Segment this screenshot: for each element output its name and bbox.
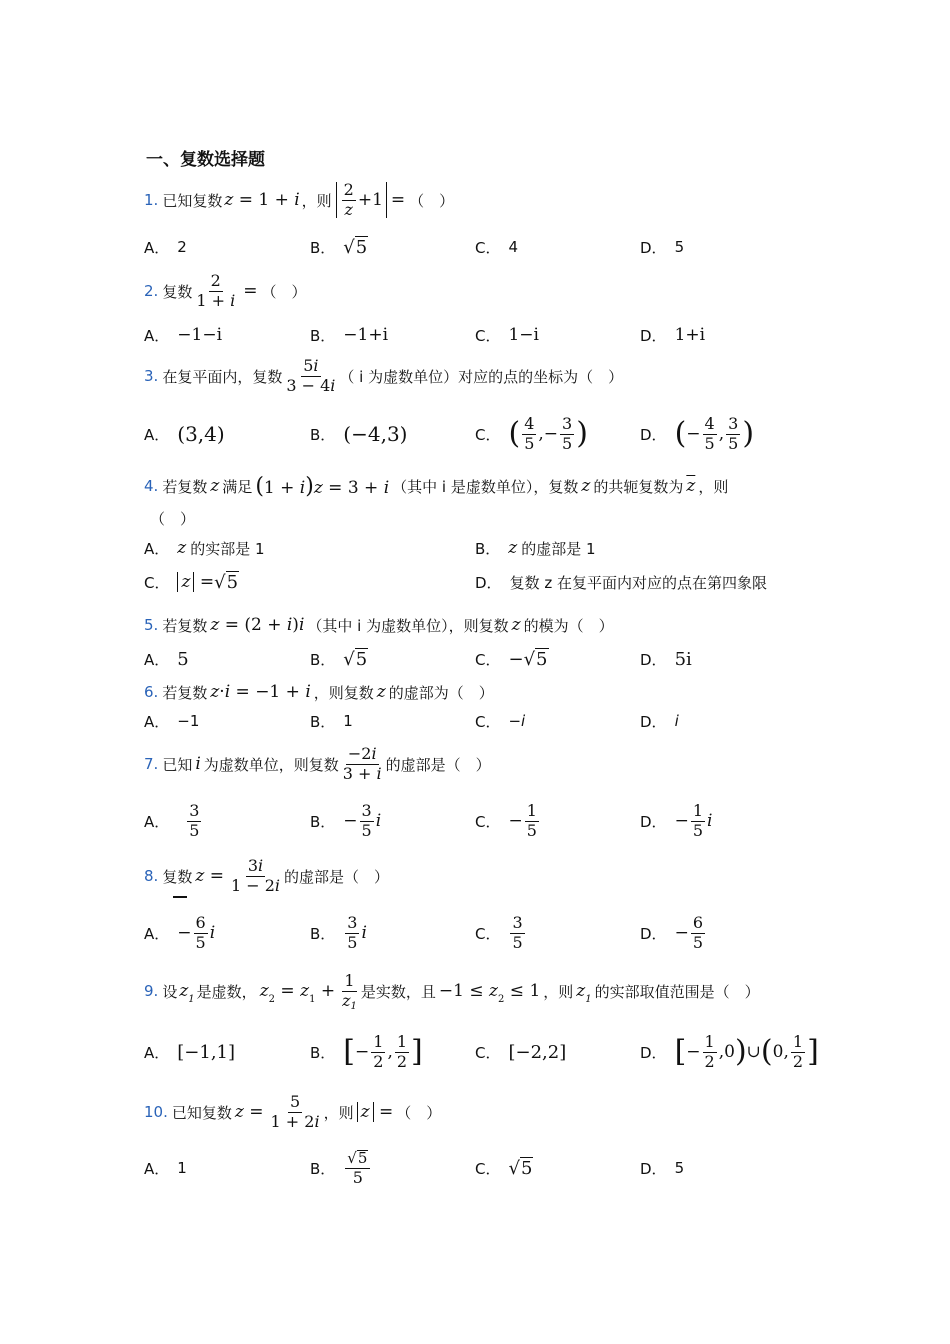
option-c: C． ( $\frac{4}{5}$ ,− $\frac{3}{5}$ ) (475, 413, 588, 453)
overline-mark (173, 896, 187, 898)
option-b: B． √ 5 (310, 237, 368, 258)
option-a: A． −1−i (144, 325, 223, 345)
question-9: 9. 设 $z_1$ 是虚数， $z_2 = z_1$ + $\frac{1}{z1}$ 是实数，且 $-1 \le z_2 \le 1$ ，则 $z_1$ 的实部取值范围是（ ） (144, 970, 760, 1012)
question-5: 5. 若复数 z = (2 + i)i （其中 i 为虚数单位），则复数 z 的模为（ ） (144, 615, 614, 635)
question-6: 6. 若复数 z·i = −1 + i ，则复数 z 的虚部为（ ） (144, 682, 494, 702)
question-10: 10. 已知复数 z = $\frac{5}{1 + 2i}$ ，则 z = （ ） (144, 1091, 442, 1131)
option-a: A． −1 (144, 712, 200, 731)
question-8: 8. 复数 z = $\frac{3i}{1 - 2i}$ 的虚部是（ ） (144, 855, 390, 895)
option-c: C． − $\frac{1}{5}$ (475, 800, 537, 840)
option-a: A． 2 (144, 238, 187, 257)
option-a: A． 5 (144, 648, 189, 670)
option-a: A． 1 (144, 1159, 187, 1178)
option-a: A． z 的实部是 1 (144, 538, 265, 558)
options-row-2 (144, 315, 844, 355)
option-c: C． z = √ 5 (144, 572, 239, 593)
option-c: C． 1−i (475, 325, 539, 345)
option-b: B． − $\frac{3}{5}$ i (310, 800, 382, 840)
option-d: D． 1+i (640, 325, 706, 345)
option-a: A． − $\frac{6}{5}$ i (144, 912, 216, 952)
options-row-4a (144, 532, 844, 564)
option-d: D． − $\frac{6}{5}$ (640, 912, 703, 952)
options-row-7 (144, 798, 844, 844)
option-b: B． √ 5 (310, 649, 368, 670)
option-c: C． [−2,2] (475, 1041, 567, 1063)
option-b: B． [ − $\frac{1}{2}$ , $\frac{1}{2}$ ] (310, 1031, 423, 1071)
option-d: D． 复数 z 在复平面内对应的点在第四象限 (475, 573, 767, 592)
options-row-1 (144, 227, 844, 267)
question-3: 3. 在复平面内，复数 $\frac{5i}{3 - 4i}$ （ i 为虚数单位）对应的点的坐标为（ ） (144, 355, 624, 395)
option-a: A． (3,4) (144, 422, 225, 446)
abs-expression: $\frac{2}{z}$ +1 (336, 182, 387, 219)
question-4-line2: （ ） (150, 509, 196, 528)
option-b: B． z 的虚部是 1 (475, 538, 596, 558)
question-2: 2. 复数 $\frac{2}{1 + i}$ = （ ） (144, 270, 307, 310)
option-d: D． [ − $\frac{1}{2}$ ,0 ) ∪ ( 0, $\frac{1}{2}$ ] (640, 1031, 819, 1071)
option-b: B． 1 (310, 712, 353, 731)
section-title: 一、复数选择题 (146, 150, 265, 170)
option-d: D． 5 (640, 1159, 685, 1178)
options-row-3 (144, 408, 844, 460)
option-b: B． −1+i (310, 325, 389, 345)
option-d: D． − $\frac{1}{5}$ i (640, 800, 713, 840)
question-4: 4. 若复数 z 满足 (1 + i)z = 3 + i （其中 i 是虚数单位），复数 z 的共轭复数为 $\overline{z}$ ，则 (144, 473, 729, 499)
options-row-9 (144, 1026, 844, 1078)
options-row-6 (144, 706, 844, 736)
question-number: 1. (144, 191, 159, 209)
option-c: C． −√ 5 (475, 649, 548, 670)
options-row-10 (144, 1144, 844, 1192)
option-b: B． $\frac{3}{5}$ i (310, 912, 367, 952)
option-a: A． $\frac{3}{5}$ (144, 800, 200, 840)
options-row-5 (144, 640, 844, 678)
options-row-4b (144, 564, 844, 600)
option-d: D． ( − $\frac{4}{5}$ , $\frac{3}{5}$ ) (640, 413, 755, 453)
option-b: B． (−4,3) (310, 422, 408, 446)
option-d: D． 5i (640, 648, 692, 670)
option-d: D． i (640, 712, 679, 731)
options-row-8 (144, 910, 844, 956)
option-c: C． $\frac{3}{5}$ (475, 912, 523, 952)
question-1: 1. 已知复数 z = 1 + i ，则 $\frac{2}{z}$ +1 = （ ） (144, 179, 455, 219)
option-c: C． 4 (475, 238, 519, 257)
question-7: 7. 已知 i 为虚数单位，则复数 $\frac{-2i}{3 + i}$ 的虚部是（ ） (144, 743, 491, 783)
option-d: D． 5 (640, 238, 685, 257)
option-a: A． [−1,1] (144, 1041, 236, 1063)
option-c: C． −i (475, 712, 526, 731)
option-b: B． √ 5 5 (310, 1144, 372, 1192)
option-c: C． √ 5 (475, 1158, 533, 1179)
